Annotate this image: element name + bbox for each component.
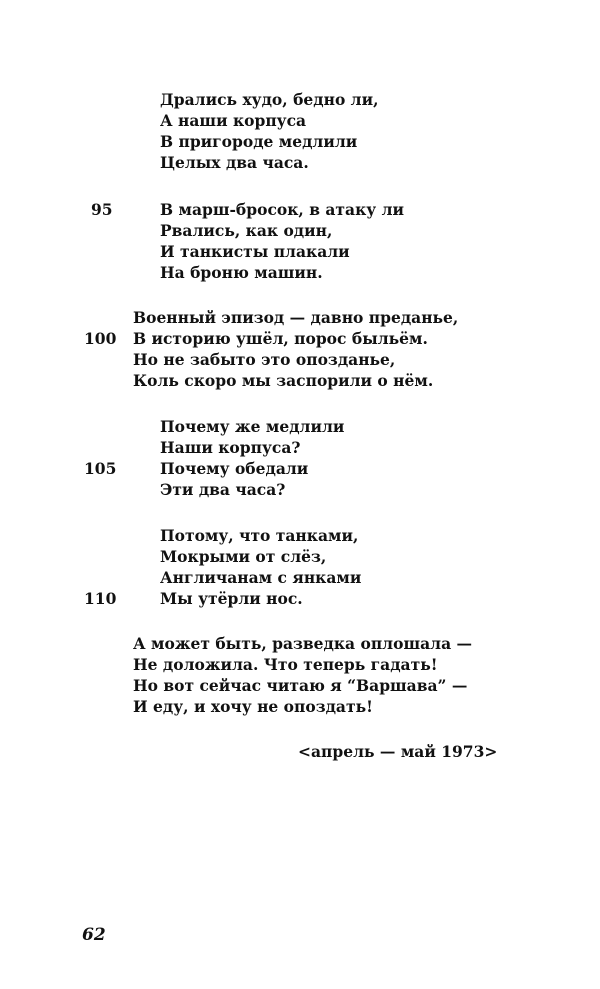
poem-line: Но не забыто это опозданье,: [133, 350, 396, 369]
poem-line: На броню машин.: [160, 263, 323, 282]
poem-line: В пригороде медлили: [160, 132, 358, 151]
poem-line: Дрались худо, бедно ли,: [160, 90, 379, 109]
poem-line: Целых два часа.: [160, 153, 309, 172]
poem-line: Потому, что танками,: [160, 526, 359, 545]
poem-line: В историю ушёл, порос быльём.: [133, 329, 428, 348]
poem-line: Почему обедали: [160, 459, 309, 478]
poem-line: И еду, и хочу не опоздать!: [133, 697, 373, 716]
poem-line: А наши корпуса: [160, 111, 307, 130]
poem-line: И танкисты плакали: [160, 242, 350, 261]
poem-line: Эти два часа?: [160, 480, 286, 499]
poem-line: Мы утёрли нос.: [160, 589, 303, 608]
poem-line: Рвались, как один,: [160, 221, 333, 240]
poem-line: Наши корпуса?: [160, 438, 301, 457]
poem-line: В марш-бросок, в атаку ли: [160, 200, 405, 219]
poem-line: А может быть, разведка оплошала —: [133, 634, 473, 653]
line-number: 95: [91, 200, 113, 219]
line-number: 105: [84, 459, 117, 478]
poem-line: Англичанам с янками: [160, 568, 362, 587]
page-number: 62: [82, 925, 106, 945]
poem-line: Почему же медлили: [160, 417, 345, 436]
poem-line: Коль скоро мы заспорили о нём.: [133, 371, 434, 390]
poem-line: Военный эпизод — давно преданье,: [133, 308, 459, 327]
date-line: <апрель — май 1973>: [298, 742, 498, 761]
poem-line: Мокрыми от слёз,: [160, 547, 327, 566]
poem-line: Но вот сейчас читаю я “Варшава” —: [133, 676, 468, 695]
poem-line: Не доложила. Что теперь гадать!: [133, 655, 438, 674]
line-number: 100: [84, 329, 117, 348]
line-number: 110: [84, 589, 117, 608]
